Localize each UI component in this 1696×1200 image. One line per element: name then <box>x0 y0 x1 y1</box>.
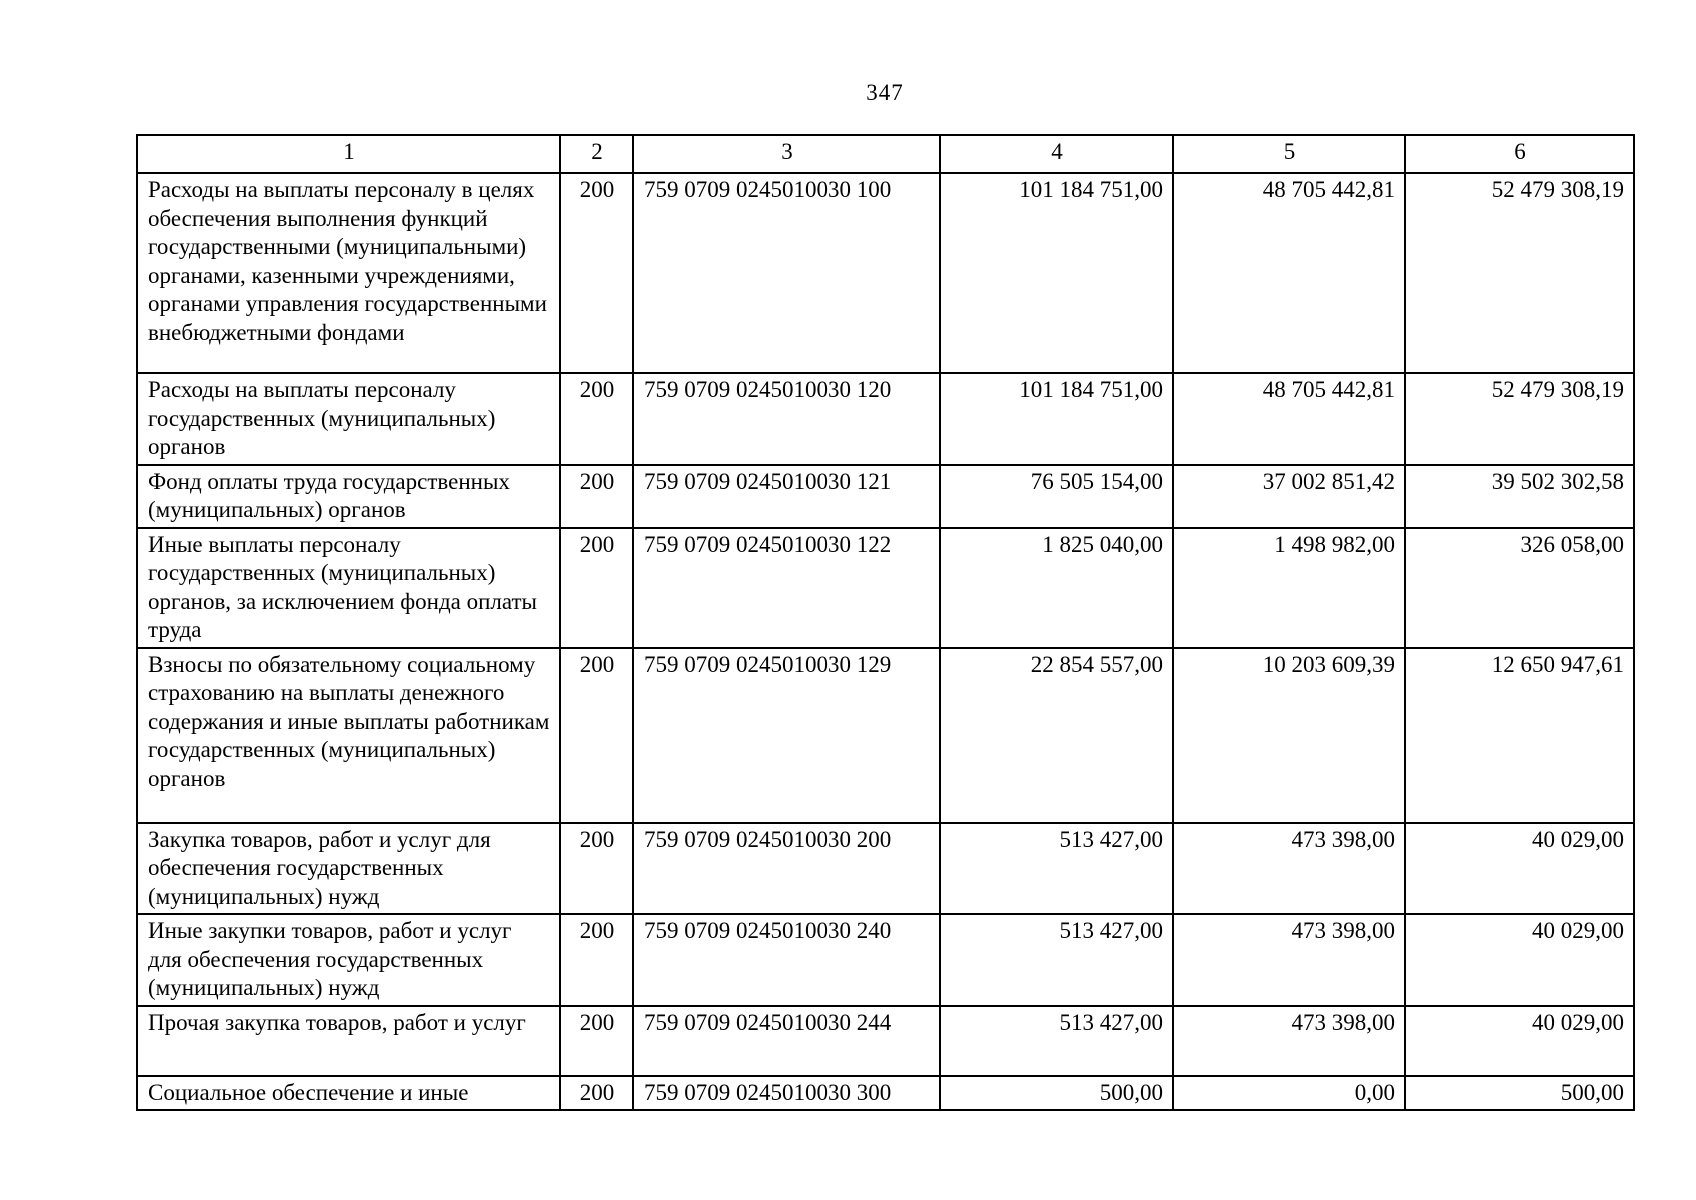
row-classification: 759 0709 0245010030 121 <box>633 465 940 528</box>
row-code: 200 <box>560 465 633 528</box>
row-classification: 759 0709 0245010030 240 <box>633 914 940 1006</box>
row-code: 200 <box>560 914 633 1006</box>
row-approved: 1 825 040,00 <box>940 528 1173 648</box>
row-unexecuted: 52 479 308,19 <box>1405 373 1634 465</box>
table-row <box>137 173 1634 373</box>
row-classification: 759 0709 0245010030 129 <box>633 648 940 823</box>
header-col-5: 5 <box>1173 135 1405 173</box>
row-code: 200 <box>560 1076 633 1111</box>
row-executed: 37 002 851,42 <box>1173 465 1405 528</box>
row-name: Расходы на выплаты персоналу государственных (муниципальных) органов <box>137 373 560 465</box>
row-classification: 759 0709 0245010030 200 <box>633 823 940 915</box>
table-row <box>137 373 1634 465</box>
table-row <box>137 1076 1634 1111</box>
row-unexecuted: 40 029,00 <box>1405 914 1634 1006</box>
row-name: Расходы на выплаты персоналу в целях обеспечения выполнения функций государственными (муниципальными) органами, казенными учреждениями, органами управления государственными внебюджетными фондами <box>137 173 560 373</box>
row-name: Закупка товаров, работ и услуг для обеспечения государственных (муниципальных) нужд <box>137 823 560 915</box>
table-row <box>137 1006 1634 1076</box>
row-unexecuted: 52 479 308,19 <box>1405 173 1634 373</box>
row-name: Социальное обеспечение и иные <box>137 1076 560 1111</box>
row-executed: 10 203 609,39 <box>1173 648 1405 823</box>
table-row <box>137 823 1634 915</box>
row-approved: 101 184 751,00 <box>940 173 1173 373</box>
table-row <box>137 914 1634 1006</box>
budget-execution-table <box>136 134 1635 1111</box>
row-code: 200 <box>560 1006 633 1076</box>
row-classification: 759 0709 0245010030 244 <box>633 1006 940 1076</box>
row-unexecuted: 326 058,00 <box>1405 528 1634 648</box>
row-name: Прочая закупка товаров, работ и услуг <box>137 1006 560 1076</box>
header-col-4: 4 <box>940 135 1173 173</box>
table-row <box>137 465 1634 528</box>
row-unexecuted: 39 502 302,58 <box>1405 465 1634 528</box>
row-approved: 22 854 557,00 <box>940 648 1173 823</box>
row-unexecuted: 40 029,00 <box>1405 823 1634 915</box>
row-approved: 513 427,00 <box>940 823 1173 915</box>
table-row <box>137 528 1634 648</box>
row-unexecuted: 500,00 <box>1405 1076 1634 1111</box>
row-approved: 101 184 751,00 <box>940 373 1173 465</box>
row-code: 200 <box>560 173 633 373</box>
row-name: Взносы по обязательному социальному страхованию на выплаты денежного содержания и иные выплаты работникам государственных (муниципальных) органов <box>137 648 560 823</box>
row-executed: 48 705 442,81 <box>1173 373 1405 465</box>
row-classification: 759 0709 0245010030 100 <box>633 173 940 373</box>
row-executed: 473 398,00 <box>1173 914 1405 1006</box>
row-classification: 759 0709 0245010030 122 <box>633 528 940 648</box>
page-number: 347 <box>866 80 904 105</box>
row-classification: 759 0709 0245010030 120 <box>633 373 940 465</box>
row-executed: 0,00 <box>1173 1076 1405 1111</box>
row-executed: 473 398,00 <box>1173 823 1405 915</box>
header-col-1: 1 <box>137 135 560 173</box>
header-col-3: 3 <box>633 135 940 173</box>
row-approved: 513 427,00 <box>940 914 1173 1006</box>
row-code: 200 <box>560 373 633 465</box>
row-code: 200 <box>560 648 633 823</box>
row-code: 200 <box>560 823 633 915</box>
row-unexecuted: 12 650 947,61 <box>1405 648 1634 823</box>
row-classification: 759 0709 0245010030 300 <box>633 1076 940 1111</box>
row-approved: 76 505 154,00 <box>940 465 1173 528</box>
row-code: 200 <box>560 528 633 648</box>
row-name: Иные закупки товаров, работ и услуг для обеспечения государственных (муниципальных) нужд <box>137 914 560 1006</box>
row-name: Иные выплаты персоналу государственных (муниципальных) органов, за исключением фонда оплаты труда <box>137 528 560 648</box>
table-row <box>137 648 1634 823</box>
row-executed: 1 498 982,00 <box>1173 528 1405 648</box>
row-executed: 473 398,00 <box>1173 1006 1405 1076</box>
row-approved: 513 427,00 <box>940 1006 1173 1076</box>
row-executed: 48 705 442,81 <box>1173 173 1405 373</box>
row-unexecuted: 40 029,00 <box>1405 1006 1634 1076</box>
row-name: Фонд оплаты труда государственных (муниципальных) органов <box>137 465 560 528</box>
row-approved: 500,00 <box>940 1076 1173 1111</box>
header-col-2: 2 <box>560 135 633 173</box>
header-col-6: 6 <box>1405 135 1634 173</box>
table-header-row <box>137 135 1634 173</box>
